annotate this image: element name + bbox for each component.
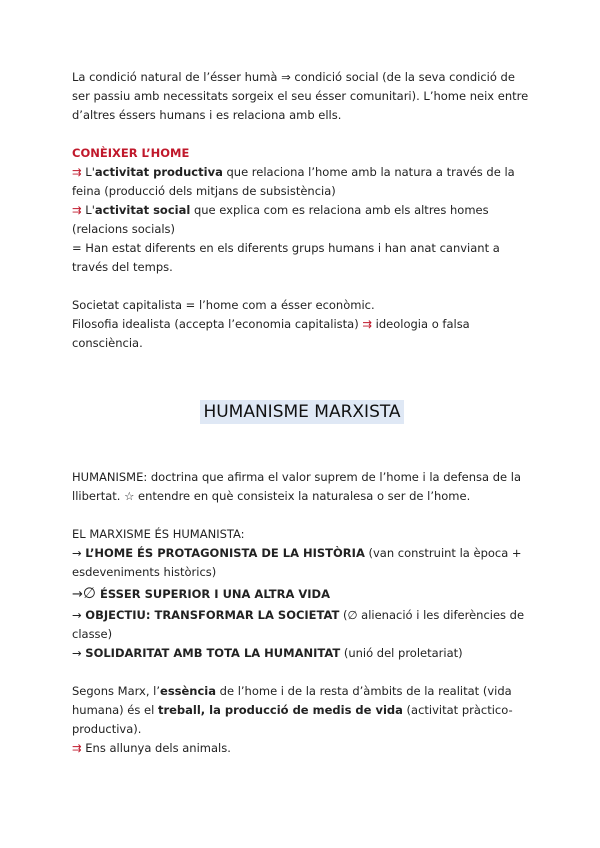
right-arrow-icon: → (72, 646, 82, 660)
marxisme-item-protagonista: → L’HOME ÉS PROTAGONISTA DE LA HISTÒRIA (van construint la època + esdeveniments històrics) (72, 546, 522, 579)
right-arrow-icon: → (72, 587, 83, 602)
double-arrow-icon: ⇉ (362, 317, 373, 331)
marxisme-label: EL MARXISME ÉS HUMANISTA: (72, 527, 245, 541)
marxisme-item-solidaritat: → SOLIDARITAT AMB TOTA LA HUMANITAT (unió del proletariat) (72, 646, 463, 660)
conexer-item-productive: ⇉ L'activitat productiva que relaciona l’home amb la natura a través de la feina (producció dels mitjans de subsistència) (72, 165, 515, 198)
marxisme-item-esser-superior: →∅ ÉSSER SUPERIOR I UNA ALTRA VIDA (72, 584, 330, 602)
page-heading: HUMANISME MARXISTA (200, 400, 403, 424)
section-title-conexer: CONÈIXER L’HOME (72, 146, 190, 160)
humanisme-definition: HUMANISME: doctrina que afirma el valor suprem de l’home i la defensa de la llibertat. ☆ entendre en què consisteix la naturalesa o ser de l’home. (72, 470, 522, 503)
document-page (72, 68, 532, 758)
marx-paragraph: Segons Marx, l’essència de l’home i de la resta d’àmbits de la realitat (vida humana) és el treball, la producció de medis de vida (activitat pràctico-productiva). (72, 684, 513, 736)
right-arrow-icon: → (72, 546, 82, 560)
intro-paragraph: La condició natural de l’ésser humà ⇒ condició social (de la seva condició de ser passiu amb necessitats sorgeix el seu ésser comunitari). L’home neix entre d’altres éssers humans i es relaciona amb ells. (72, 70, 529, 122)
filosofia-line: Filosofia idealista (accepta l’economia capitalista) ⇉ ideologia o falsa consciència. (72, 317, 470, 350)
right-arrow-icon: → (72, 608, 82, 622)
marx-conclusion: ⇉ Ens allunya dels animals. (72, 741, 231, 755)
conexer-equals-note: = Han estat diferents en els diferents grups humans i han anat canviant a través del temps. (72, 241, 500, 274)
double-arrow-icon: ⇉ (72, 741, 82, 755)
double-arrow-icon: ⇉ (72, 165, 82, 179)
societat-line: Societat capitalista = l’home com a ésser econòmic. (72, 298, 375, 312)
double-arrow-icon: ⇉ (72, 203, 82, 217)
conexer-item-social: ⇉ L'activitat social que explica com es relaciona amb els altres homes (relacions socials) (72, 203, 489, 236)
marxisme-item-objectiu: → OBJECTIU: TRANSFORMAR LA SOCIETAT (∅ alienació i les diferències de classe) (72, 608, 525, 641)
empty-set-icon: ∅ (82, 584, 96, 602)
